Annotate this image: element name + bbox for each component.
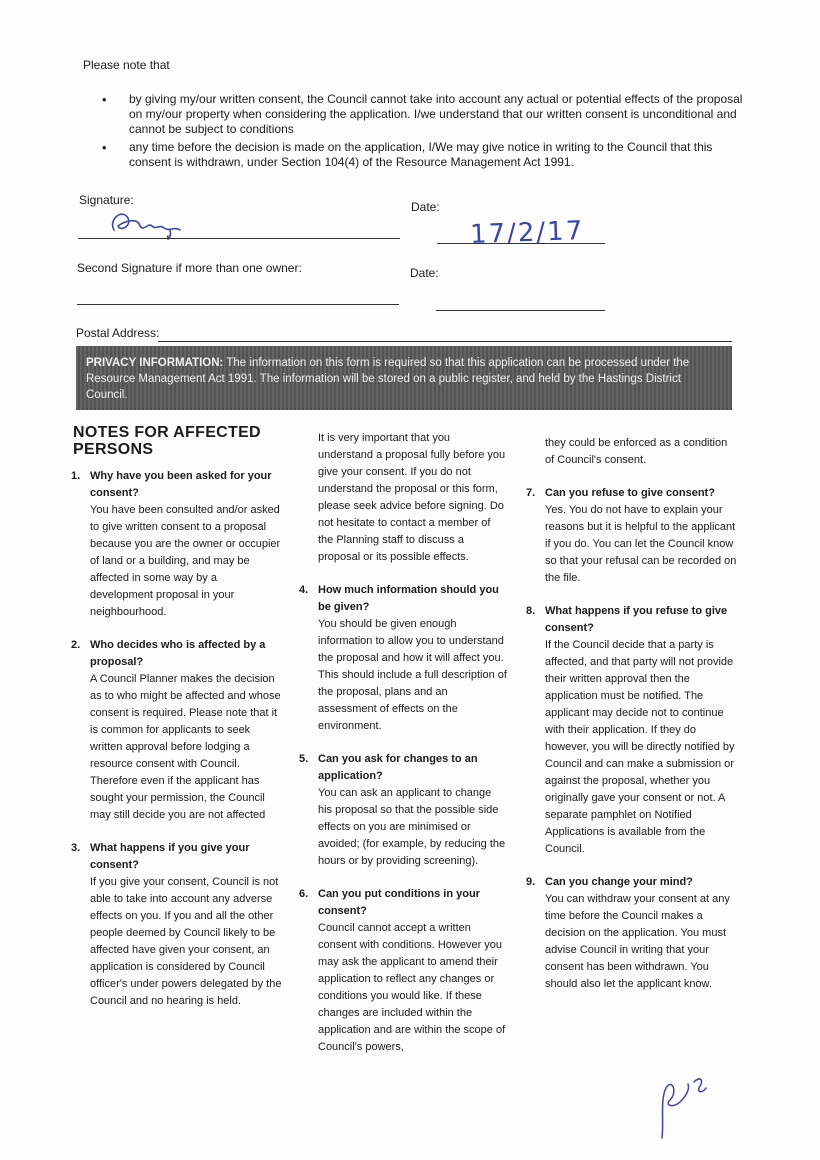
note-item xyxy=(71,637,282,824)
note-question: Why have you been asked for your consent? xyxy=(90,470,272,499)
note-number: 7. xyxy=(526,487,536,499)
note-answer: A Council Planner makes the decision as to who might be affected and whose consent is required. Please note that it is common for applicants to seek written approval before lodging a resource consent with Council. Therefore even if the applicant has sought your permission, the Council may still decide you are not affected xyxy=(90,673,281,821)
second-signature-label: Second Signature if more than one owner: xyxy=(77,261,302,275)
privacy-heading: PRIVACY INFORMATION: xyxy=(86,357,224,369)
note-number: 8. xyxy=(526,605,536,617)
note-answer: You can ask an applicant to change his proposal so that the possible side effects on you are minimised or avoided; (for example, by reducing the hours or by providing screening). xyxy=(318,787,506,867)
signature-label: Signature: xyxy=(79,193,134,207)
second-signature-line[interactable] xyxy=(77,304,399,305)
bullet-item: • any time before the decision is made on the application, I/We may give notice in writing to the Council that this consent is withdrawn, under Section 104(4) of the Resource Management Act 1991. xyxy=(102,140,747,170)
intro-text: Please note that xyxy=(83,58,170,72)
handwritten-initials xyxy=(650,1070,710,1145)
note-answer: It is very important that you understand a proposal fully before you give your consent. If you do not understand the proposal or this form, please seek advice before signing. Do not hesitate to contact a member of the Planning staff to discuss a proposal or its possible effects. xyxy=(318,432,506,563)
notes-column-1 xyxy=(71,468,282,1010)
note-item xyxy=(526,874,737,993)
date-value: 17/2/17 xyxy=(469,216,585,250)
notes-column-2 xyxy=(299,430,508,1056)
note-answer: Yes. You do not have to explain your reasons but it is helpful to the applicant if you do. You can let the Council know so that your refusal can be recorded on the file. xyxy=(545,504,737,584)
second-date-label: Date: xyxy=(410,266,439,280)
note-continuation xyxy=(545,435,737,469)
privacy-banner xyxy=(76,346,732,410)
note-number: 5. xyxy=(299,753,309,765)
note-item xyxy=(299,886,508,1056)
postal-address-label: Postal Address: xyxy=(76,326,160,340)
note-question: What happens if you give your consent? xyxy=(90,842,250,871)
note-answer: You can withdraw your consent at any time before the Council makes a decision on the application. You must advise Council in writing that your consent has been withdrawn. You should also let the applicant know. xyxy=(545,893,730,990)
note-number: 4. xyxy=(299,584,309,596)
note-question: Can you change your mind? xyxy=(545,876,693,888)
note-number: 6. xyxy=(299,888,309,900)
note-number: 2. xyxy=(71,639,81,651)
date-line[interactable] xyxy=(437,243,605,244)
note-item xyxy=(299,751,508,870)
note-answer: If you give your consent, Council is not able to take into account any adverse effects on you. If you and all the other people deemed by Council likely to be affected have given your consent, an application is considered by Council officer's under powers delegated by the Council and no hearing is held. xyxy=(90,876,282,1007)
consent-bullets xyxy=(102,92,747,173)
note-item xyxy=(71,468,282,621)
privacy-text: The information on this form is required so that this application can be processed under the Resource Management Act 1991. The information will be stored on a public register, and held by the Hastings District Council. xyxy=(86,357,690,401)
note-item xyxy=(71,840,282,1010)
second-date-line[interactable] xyxy=(436,310,605,311)
notes-title: NOTES FOR AFFECTED PERSONS xyxy=(73,424,261,458)
note-answer: If the Council decide that a party is affected, and that party will not provide their written approval then the application must be notified. The applicant may decide not to continue with their application. If they do however, you will be directly notified by Council and can make a submission or against the proposal, whether you originally gave your consent or not. A separate pamphlet on Notified Applications is available from the Council. xyxy=(545,639,735,855)
note-answer: You have been consulted and/or asked to give written consent to a proposal because you are the owner or occupier of land or a building, and may be affected in some way by a development proposal in your neighbourhood. xyxy=(90,504,281,618)
note-item xyxy=(526,603,737,858)
note-question: Can you ask for changes to an application? xyxy=(318,753,478,782)
note-answer: You should be given enough information to allow you to understand the proposal and how it will affect you. This should include a full description of the proposal, plans and an assessment of effects on the environment. xyxy=(318,618,507,732)
note-continuation xyxy=(318,430,508,566)
date-label: Date: xyxy=(411,200,440,214)
note-question: Can you put conditions in your consent? xyxy=(318,888,480,917)
note-number: 3. xyxy=(71,842,81,854)
note-answer: Council cannot accept a written consent with conditions. However you may ask the applicant to amend their application to reflect any changes or conditions you would like. If these changes are included within the application and are within the scope of Council's powers, xyxy=(318,922,506,1053)
note-question: What happens if you refuse to give consent? xyxy=(545,605,728,634)
note-number: 1. xyxy=(71,470,81,482)
note-item xyxy=(299,582,508,735)
notes-column-3 xyxy=(526,435,737,993)
note-question: Who decides who is affected by a proposal? xyxy=(90,639,266,668)
note-question: How much information should you be given? xyxy=(318,584,499,613)
note-item xyxy=(526,485,737,587)
note-number: 9. xyxy=(526,876,536,888)
note-answer: they could be enforced as a condition of Council's consent. xyxy=(545,437,728,466)
note-question: Can you refuse to give consent? xyxy=(545,487,715,499)
bullet-item: • by giving my/our written consent, the Council cannot take into account any actual or potential effects of the proposal on my/our property when considering the application. I/we understand that our written consent is unconditional and cannot be subject to conditions xyxy=(102,92,747,137)
postal-address-line[interactable] xyxy=(158,341,732,342)
signature-line[interactable] xyxy=(78,238,400,239)
